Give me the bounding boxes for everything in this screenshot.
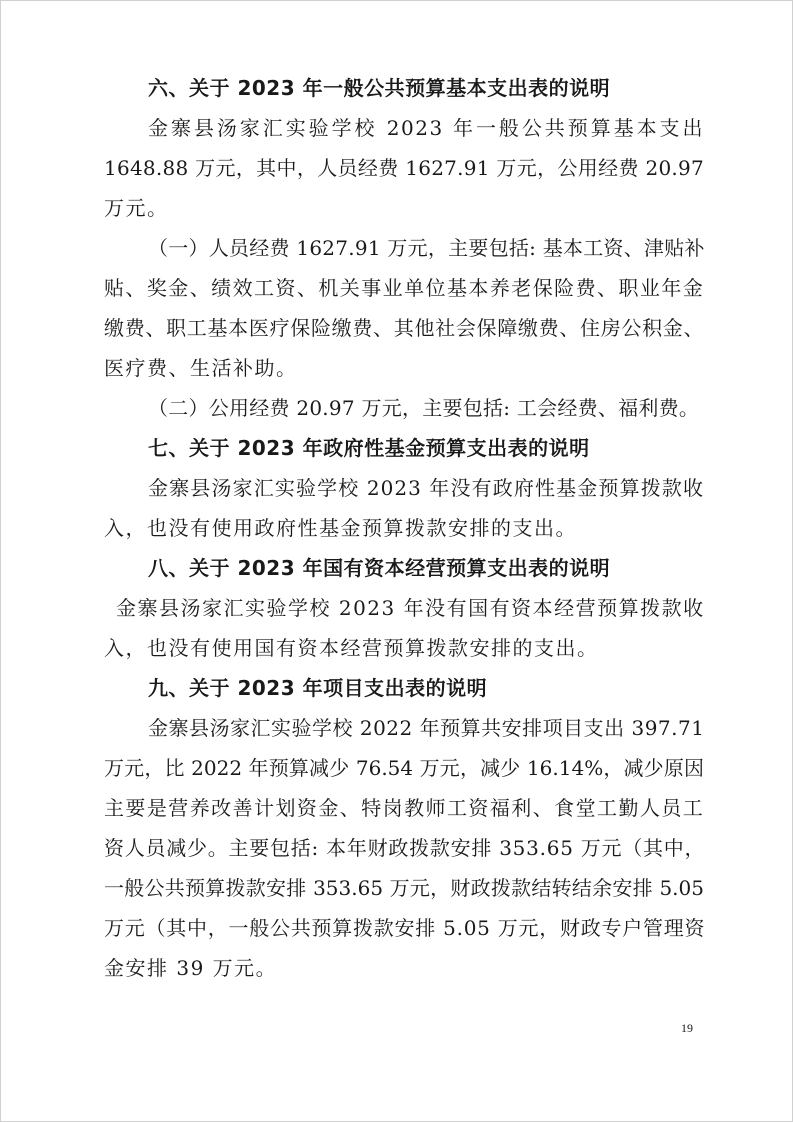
text-line: 入，也没有使用国有资本经营预算拨款安排的支出。 bbox=[104, 636, 599, 660]
section-heading-8: 八、关于 2023 年国有资本经营预算支出表的说明 bbox=[148, 556, 611, 580]
text-line: 医疗费、生活补助。 bbox=[104, 356, 298, 380]
text-line: 1648.88 万元，其中，人员经费 1627.91 万元，公用经费 20.97 bbox=[104, 156, 704, 180]
section-heading-9: 九、关于 2023 年项目支出表的说明 bbox=[148, 676, 488, 700]
section-6-paragraph-3 bbox=[104, 388, 704, 428]
text-line: 万元。 bbox=[104, 196, 169, 220]
text-line: 万元（其中，一般公共预算拨款安排 5.05 万元，财政专户管理资 bbox=[104, 916, 706, 940]
text-line: 金安排 39 万元。 bbox=[104, 956, 278, 980]
text-line: 入，也没有使用政府性基金预算拨款安排的支出。 bbox=[104, 516, 577, 540]
section-7-paragraph-1 bbox=[104, 468, 704, 548]
text-line: （一）人员经费 1627.91 万元，主要包括: 基本工资、津贴补 bbox=[148, 236, 705, 260]
page-number: 19 bbox=[681, 1021, 693, 1035]
text-line: 一般公共预算拨款安排 353.65 万元，财政拨款结转结余安排 5.05 bbox=[104, 876, 704, 900]
section-heading-6: 六、关于 2023 年一般公共预算基本支出表的说明 bbox=[148, 76, 611, 100]
section-6-paragraph-1 bbox=[104, 108, 704, 228]
section-6-paragraph-2 bbox=[104, 228, 704, 388]
text-line: 缴费、职工基本医疗保险缴费、其他社会保障缴费、住房公积金、 bbox=[104, 316, 704, 340]
text-line: 金寨县汤家汇实验学校 2023 年没有国有资本经营预算拨款收 bbox=[116, 596, 705, 620]
text-line: 资人员减少。主要包括: 本年财政拨款安排 353.65 万元（其中， bbox=[104, 836, 706, 860]
text-line: 金寨县汤家汇实验学校 2023 年没有政府性基金预算拨款收 bbox=[148, 476, 704, 500]
section-9-paragraph-1 bbox=[104, 708, 704, 988]
text-line: （二）公用经费 20.97 万元，主要包括: 工会经费、福利费。 bbox=[148, 396, 700, 420]
section-heading-7: 七、关于 2023 年政府性基金预算支出表的说明 bbox=[148, 436, 590, 460]
text-line: 贴、奖金、绩效工资、机关事业单位基本养老保险费、职业年金 bbox=[104, 276, 704, 300]
text-line: 金寨县汤家汇实验学校 2023 年一般公共预算基本支出 bbox=[148, 116, 704, 140]
text-line: 金寨县汤家汇实验学校 2022 年预算共安排项目支出 397.71 bbox=[148, 716, 705, 740]
text-line: 万元，比 2022 年预算减少 76.54 万元，减少 16.14%，减少原因 bbox=[104, 756, 704, 780]
section-8-paragraph-1 bbox=[104, 588, 704, 668]
document-body bbox=[104, 68, 704, 988]
text-line: 主要是营养改善计划资金、特岗教师工资福利、食堂工勤人员工 bbox=[104, 796, 704, 820]
